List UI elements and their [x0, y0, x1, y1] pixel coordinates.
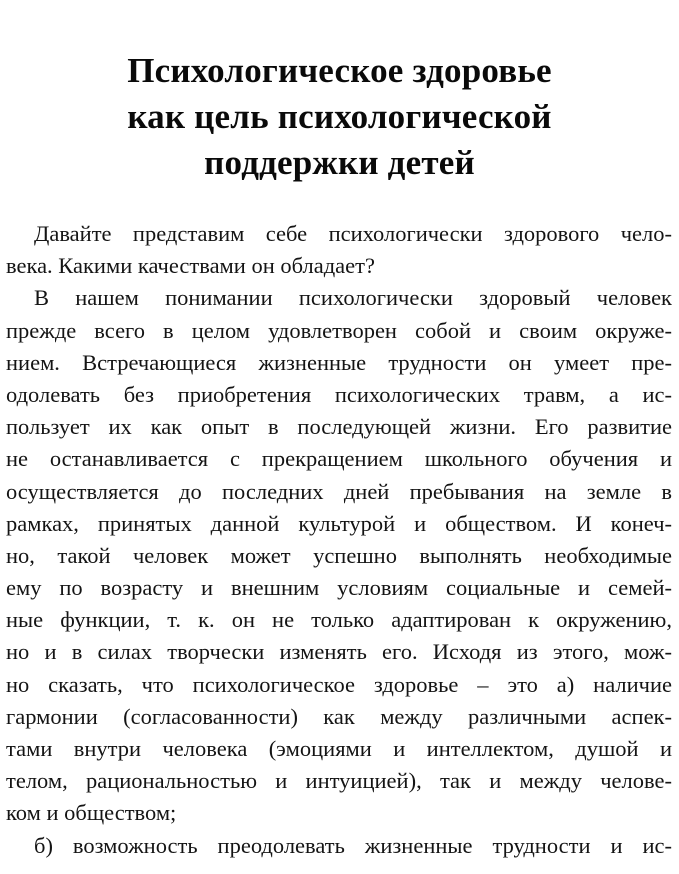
- paragraph-2-line-5: пользует их как опыт в последующей жизни. Его развитие: [6, 414, 672, 440]
- paragraph-2-line-11: ные функции, т. к. он не только адаптирован к окружению,: [6, 607, 672, 633]
- paragraph-2-line-10: ему по возрасту и внешним условиям социальные и семей-: [6, 575, 672, 601]
- paragraph-2-line-3: нием. Встречающиеся жизненные трудности он умеет пре-: [6, 349, 672, 375]
- paragraph-2-line-6: не останавливается с прекращением школьного обучения и: [6, 446, 672, 472]
- paragraph-1-line-1: Давайте представим себе психологически здорового чело-: [34, 221, 672, 246]
- paragraph-2-line-14: гармонии (согласованности) как между различными аспек-: [6, 703, 672, 729]
- body-text: [6, 218, 672, 862]
- paragraph-2-line-2: прежде всего в целом удовлетворен собой и своим окруже-: [6, 317, 672, 343]
- paragraph-2-line-13: но сказать, что психологическое здоровье – это а) наличие: [6, 671, 672, 697]
- chapter-title-line-3: поддержки детей: [204, 143, 475, 182]
- chapter-title: [0, 48, 679, 186]
- paragraph-1-line-2: века. Какими качествами он обладает?: [6, 253, 375, 279]
- paragraph-2-line-16: телом, рациональностью и интуицией), так и между челове-: [6, 768, 672, 794]
- paragraph-2-line-1: В нашем понимании психологически здоровый человек: [34, 285, 672, 311]
- paragraph-2-line-4: одолевать без приобретения психологических травм, а ис-: [6, 381, 672, 407]
- paragraph-2-line-8: рамках, принятых данной культурой и обществом. И конеч-: [6, 510, 672, 536]
- paragraph-2-line-15: тами внутри человека (эмоциями и интеллектом, душой и: [6, 736, 672, 761]
- paragraph-2-line-12: но и в силах творчески изменять его. Исходя из этого, мож-: [6, 639, 672, 665]
- chapter-title-line-2: как цель психологической: [127, 97, 552, 136]
- paragraph-2-line-7: осуществляется до последних дней пребывания на земле в: [6, 478, 672, 504]
- paragraph-3-line-1: б) возможность преодолевать жизненные трудности и ис-: [34, 832, 672, 858]
- chapter-title-line-1: Психологическое здоровье: [127, 51, 552, 90]
- paragraph-2-line-9: но, такой человек может успешно выполнять необходимые: [6, 542, 672, 568]
- paragraph-2-line-17: ком и обществом;: [6, 800, 177, 826]
